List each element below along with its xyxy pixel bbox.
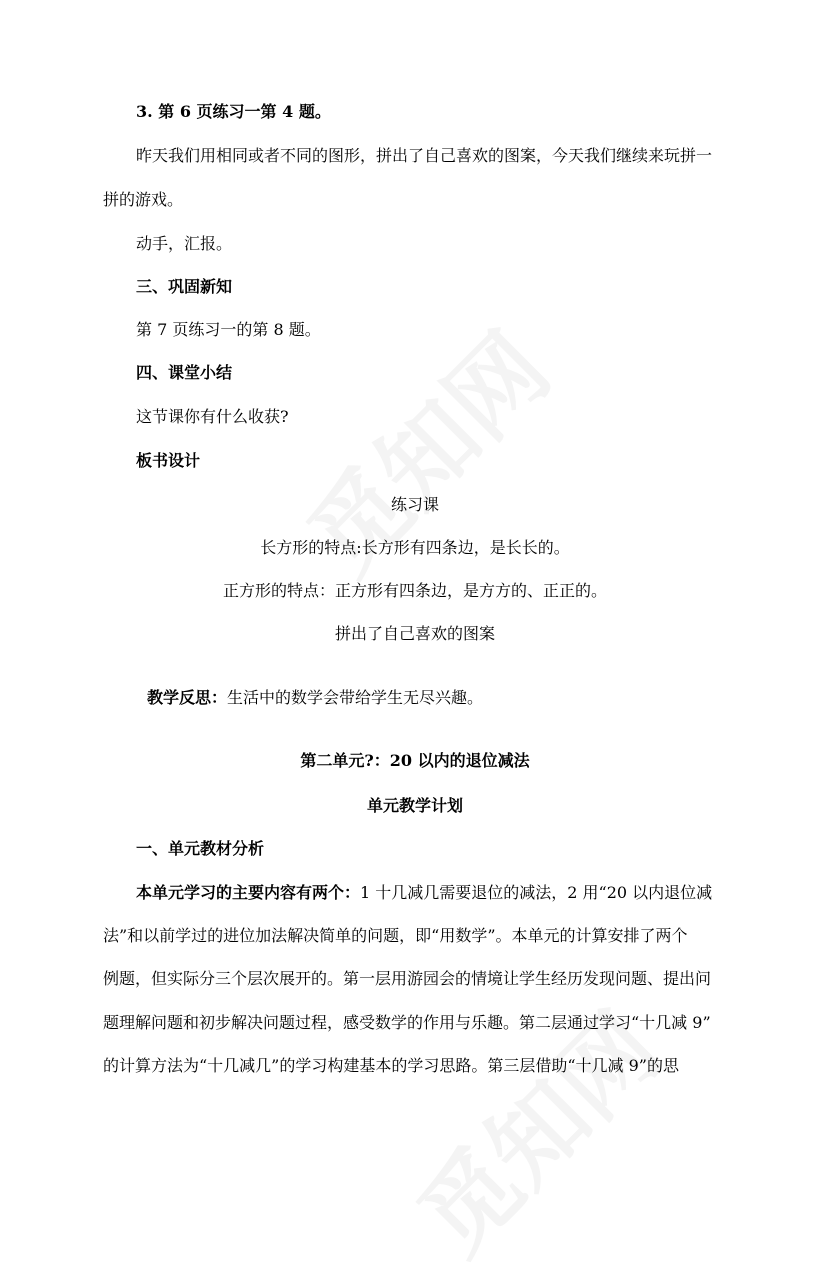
item-heading: 3. 第 6 页练习一第 4 题。 [136,102,331,121]
reflection-label: 教学反思： [147,688,228,707]
paragraph-line: 这节课你有什么收获? [136,407,289,426]
section-heading: 板书设计 [136,451,201,470]
paragraph-line: 昨天我们用相同或者不同的图形，拼出了自己喜欢的图案，今天我们继续来玩拼一 [136,146,713,165]
unit-plan-title: 单元教学计划 [366,796,463,815]
paragraph-line: 法”和以前学过的进位加法解决简单的问题，即“用数学”。本单元的计算安排了两个 [103,926,688,945]
board-line: 拼出了自己喜欢的图案 [334,624,495,643]
paragraph-line: 题理解问题和初步解决问题过程，感受数学的作用与乐趣。第二层通过学习“十几减 9” [103,1013,711,1032]
reflection-text: 生活中的数学会带给学生无尽兴趣。 [227,688,484,707]
paragraph-line [136,882,712,904]
board-title: 练习课 [390,495,439,514]
paragraph-lead: 本单元学习的主要内容有两个： [136,883,361,902]
paragraph-line: 动手，汇报。 [136,234,233,253]
paragraph-line: 例题，但实际分三个层次展开的。第一层用游园会的情境让学生经历发现问题、提出问 [103,969,712,988]
section-heading: 三、巩固新知 [136,277,233,296]
paragraph-line: 第 7 页练习一的第 8 题。 [136,320,321,339]
section-heading: 四、课堂小结 [136,363,233,382]
board-line: 长方形的特点:长方形有四条边，是长长的。 [260,538,570,557]
board-line: 正方形的特点：正方形有四条边，是方方的、正正的。 [222,581,607,600]
paragraph-line: 的计算方法为“十几减几”的学习构建基本的学习思路。第三层借助“十几减 9”的思 [103,1056,679,1075]
reflection [147,687,483,709]
paragraph-line: 拼的游戏。 [103,190,184,209]
paragraph-text: 1 十几减几需要退位的减法，2 用“20 以内退位减 [360,883,713,902]
section-heading: 一、单元教材分析 [136,839,265,858]
unit-title: 第二单元?：20 以内的退位减法 [300,751,530,770]
